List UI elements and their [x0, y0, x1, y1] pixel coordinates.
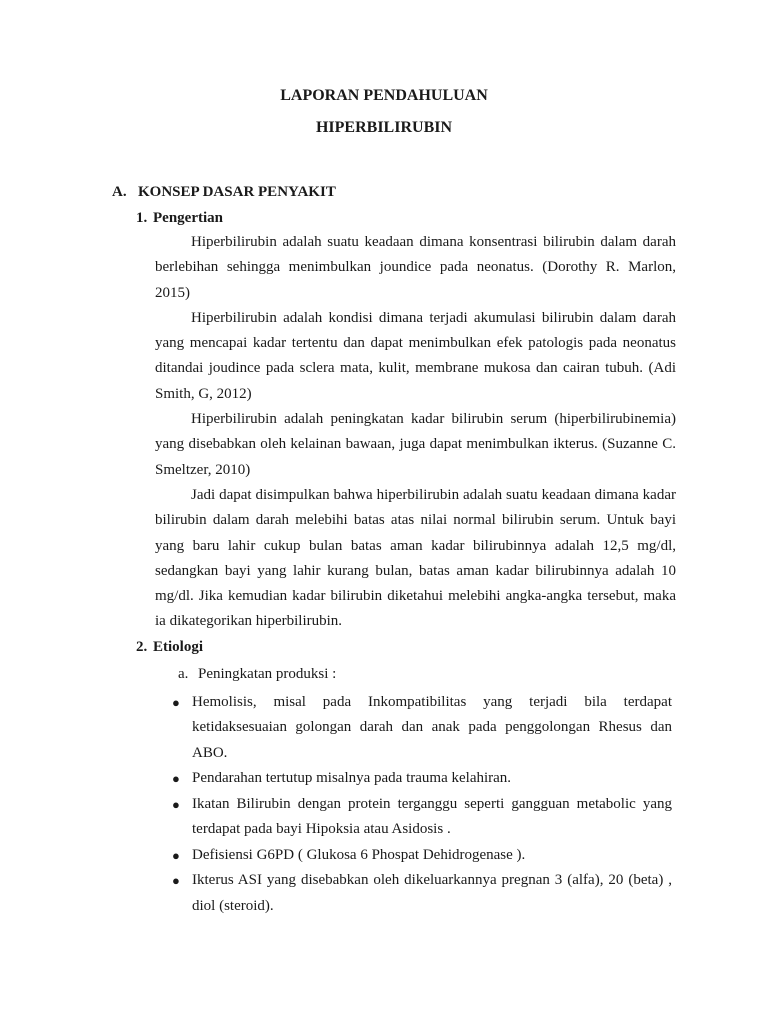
- list-item-text: Hemolisis, misal pada Inkompatibilitas yang terjadi bila terdapat ketidaksesuaian golongan darah dan anak pada penggolongan Rhesus dan ABO.: [192, 693, 672, 761]
- bullet-icon: ●: [172, 771, 180, 787]
- subsection-1-label: Pengertian: [153, 210, 223, 226]
- list-item: [172, 843, 672, 869]
- document-subtitle: HIPERBILIRUBIN: [315, 119, 453, 136]
- list-item-text: Ikatan Bilirubin dengan protein terganggu seperti gangguan metabolic yang terdapat pada bayi Hipoksia atau Asidosis .: [192, 795, 672, 838]
- list-item-text: Ikterus ASI yang disebabkan oleh dikeluarkannya pregnan 3 (alfa), 20 (beta) , diol (steroid).: [192, 872, 672, 914]
- list-item: [172, 792, 672, 843]
- paragraph: Hiperbilirubin adalah kondisi dimana terjadi akumulasi bilirubin dalam darah yang mencapai kadar tertentu dan dapat menimbulkan efek patologis pada neonatus ditandai joudince pada sclera mata, kulit, membrane mukosa dan cairan tubuh. (Adi Smith, G, 2012): [155, 309, 676, 402]
- subsection-2-number: 2.: [136, 638, 148, 655]
- document-title: LAPORAN PENDAHULUAN: [280, 87, 488, 104]
- list-item: [172, 690, 672, 767]
- section-a-heading: [112, 180, 672, 204]
- list-item-text: Pendarahan tertutup misalnya pada trauma kelahiran.: [192, 770, 512, 787]
- list-item: [172, 766, 672, 792]
- subsection-1-number: 1.: [136, 210, 148, 226]
- bullet-icon: ●: [172, 873, 180, 889]
- section-a-marker: A.: [112, 184, 127, 200]
- section-a: [112, 180, 676, 919]
- paragraph: Hiperbilirubin adalah suatu keadaan dimana konsentrasi bilirubin dalam darah berlebihan sehingga menimbulkan joundice pada neonatus. (Dorothy R. Marlon, 2015): [155, 234, 676, 301]
- bullet-icon: ●: [172, 796, 180, 812]
- section-a-label: KONSEP DASAR PENYAKIT: [138, 184, 336, 200]
- bullet-icon: ●: [172, 694, 180, 710]
- subsection-1-heading: [136, 206, 672, 230]
- bullet-icon: ●: [172, 847, 180, 863]
- paragraph: Jadi dapat disimpulkan bahwa hiperbilirubin adalah suatu keadaan dimana kadar bilirubin dalam darah melebihi batas atas nilai normal bilirubin serum. Untuk bayi yang baru lahir cukup bulan batas aman kadar bilirubinnya adalah 12,5 mg/dl, sedangkan bayi yang lahir kurang bulan, batas aman kadar bilirubinnya adalah 10 mg/dl. Jika kemudian kadar bilirubin diketahui melebihi angka-angka tersebut, maka ia dikategorikan hiperbilirubin.: [155, 486, 676, 630]
- subsection-2-label: Etiologi: [153, 638, 204, 655]
- paragraph: Hiperbilirubin adalah peningkatan kadar bilirubin serum (hiperbilirubinemia) yang disebabkan oleh kelainan bawaan, juga dapat menimbulkan ikterus. (Suzanne C. Smeltzer, 2010): [155, 411, 676, 478]
- etiology-bullet-list: [172, 690, 672, 920]
- etiology-item-a-letter: a.: [178, 665, 189, 682]
- etiology-item-a: [178, 661, 672, 687]
- etiology-item-a-label: Peningkatan produksi :: [198, 665, 337, 682]
- list-item: [172, 868, 672, 919]
- subsection-2-heading: [136, 635, 672, 659]
- list-item-text: Defisiensi G6PD ( Glukosa 6 Phospat Dehidrogenase ).: [192, 846, 526, 863]
